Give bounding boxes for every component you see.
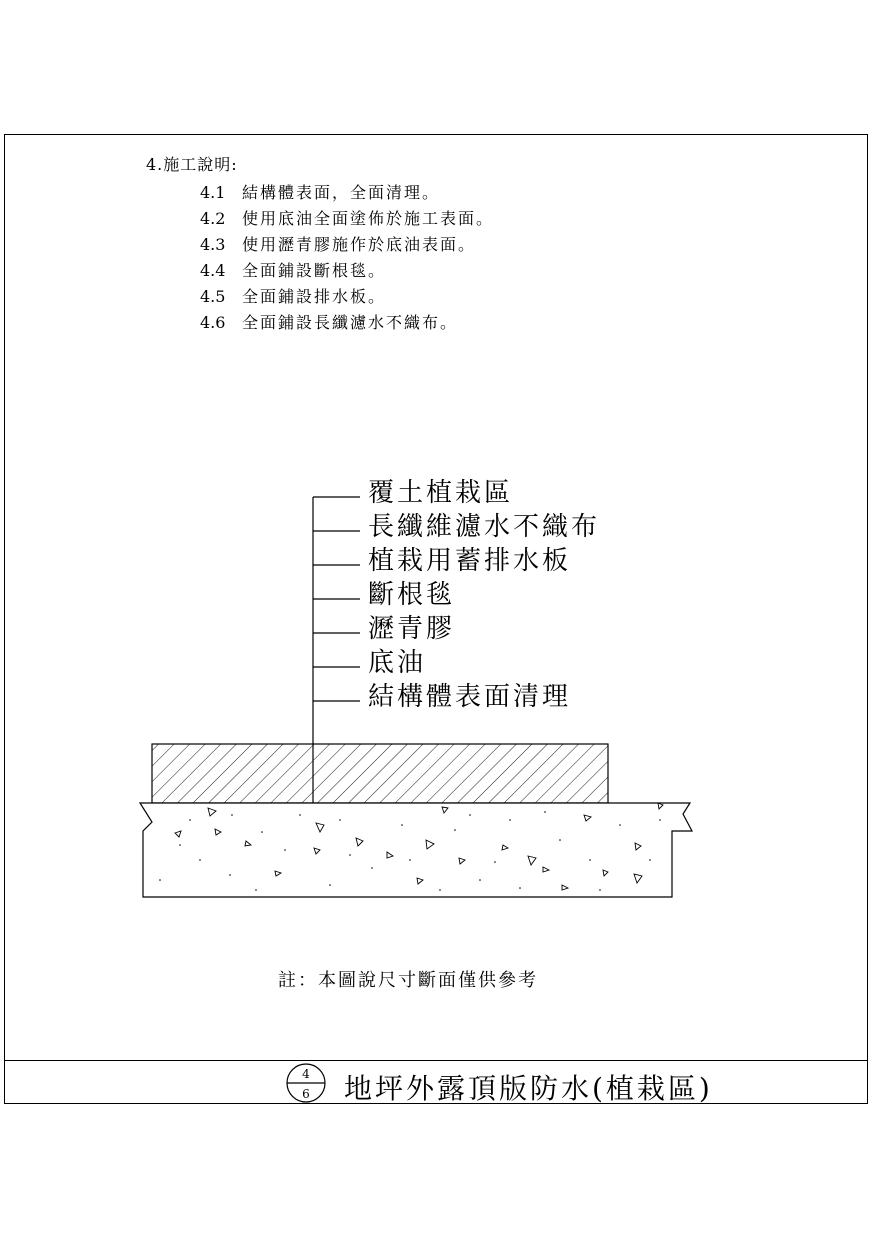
note-number: 4.5: [200, 287, 226, 306]
note-number: 4.4: [200, 261, 226, 280]
detail-number: 4: [302, 1067, 310, 1081]
layer-label: 植栽用蓄排水板: [368, 546, 572, 576]
detail-reference-badge: [287, 1064, 325, 1102]
note-number: 4.2: [200, 209, 226, 228]
note-number: 4.3: [200, 235, 226, 254]
note-number: 4.6: [200, 313, 226, 332]
note-number: 4.1: [200, 183, 226, 202]
layer-label: 斷根毯: [368, 580, 456, 610]
note-text: 全面鋪設長纖濾水不織布。: [242, 313, 459, 332]
note-text: 使用底油全面塗佈於施工表面。: [242, 209, 495, 228]
layer-callout-list: [368, 476, 600, 714]
note-text: 使用瀝青膠施作於底油表面。: [242, 235, 477, 254]
sheet-number: 6: [302, 1087, 310, 1101]
note-text: 結構體表面，全面清理。: [242, 183, 441, 202]
layer-label: 覆土植栽區: [368, 478, 514, 508]
concrete-slab: [140, 803, 692, 897]
soil-layer-hatch: [152, 744, 608, 803]
construction-notes-heading: 4.施工說明:: [146, 155, 238, 174]
layer-label: 長纖維濾水不織布: [368, 512, 601, 542]
drawing-title: 地坪外露頂版防水(植栽區): [344, 1072, 713, 1105]
layer-label: 結構體表面清理: [368, 682, 572, 712]
note-text: 全面鋪設排水板。: [242, 287, 387, 306]
drawing-footnote: 註：本圖說尺寸斷面僅供參考: [278, 970, 538, 991]
layer-label: 底油: [368, 648, 427, 678]
note-text: 全面鋪設斷根毯。: [242, 261, 387, 280]
layer-label: 瀝青膠: [368, 614, 456, 644]
